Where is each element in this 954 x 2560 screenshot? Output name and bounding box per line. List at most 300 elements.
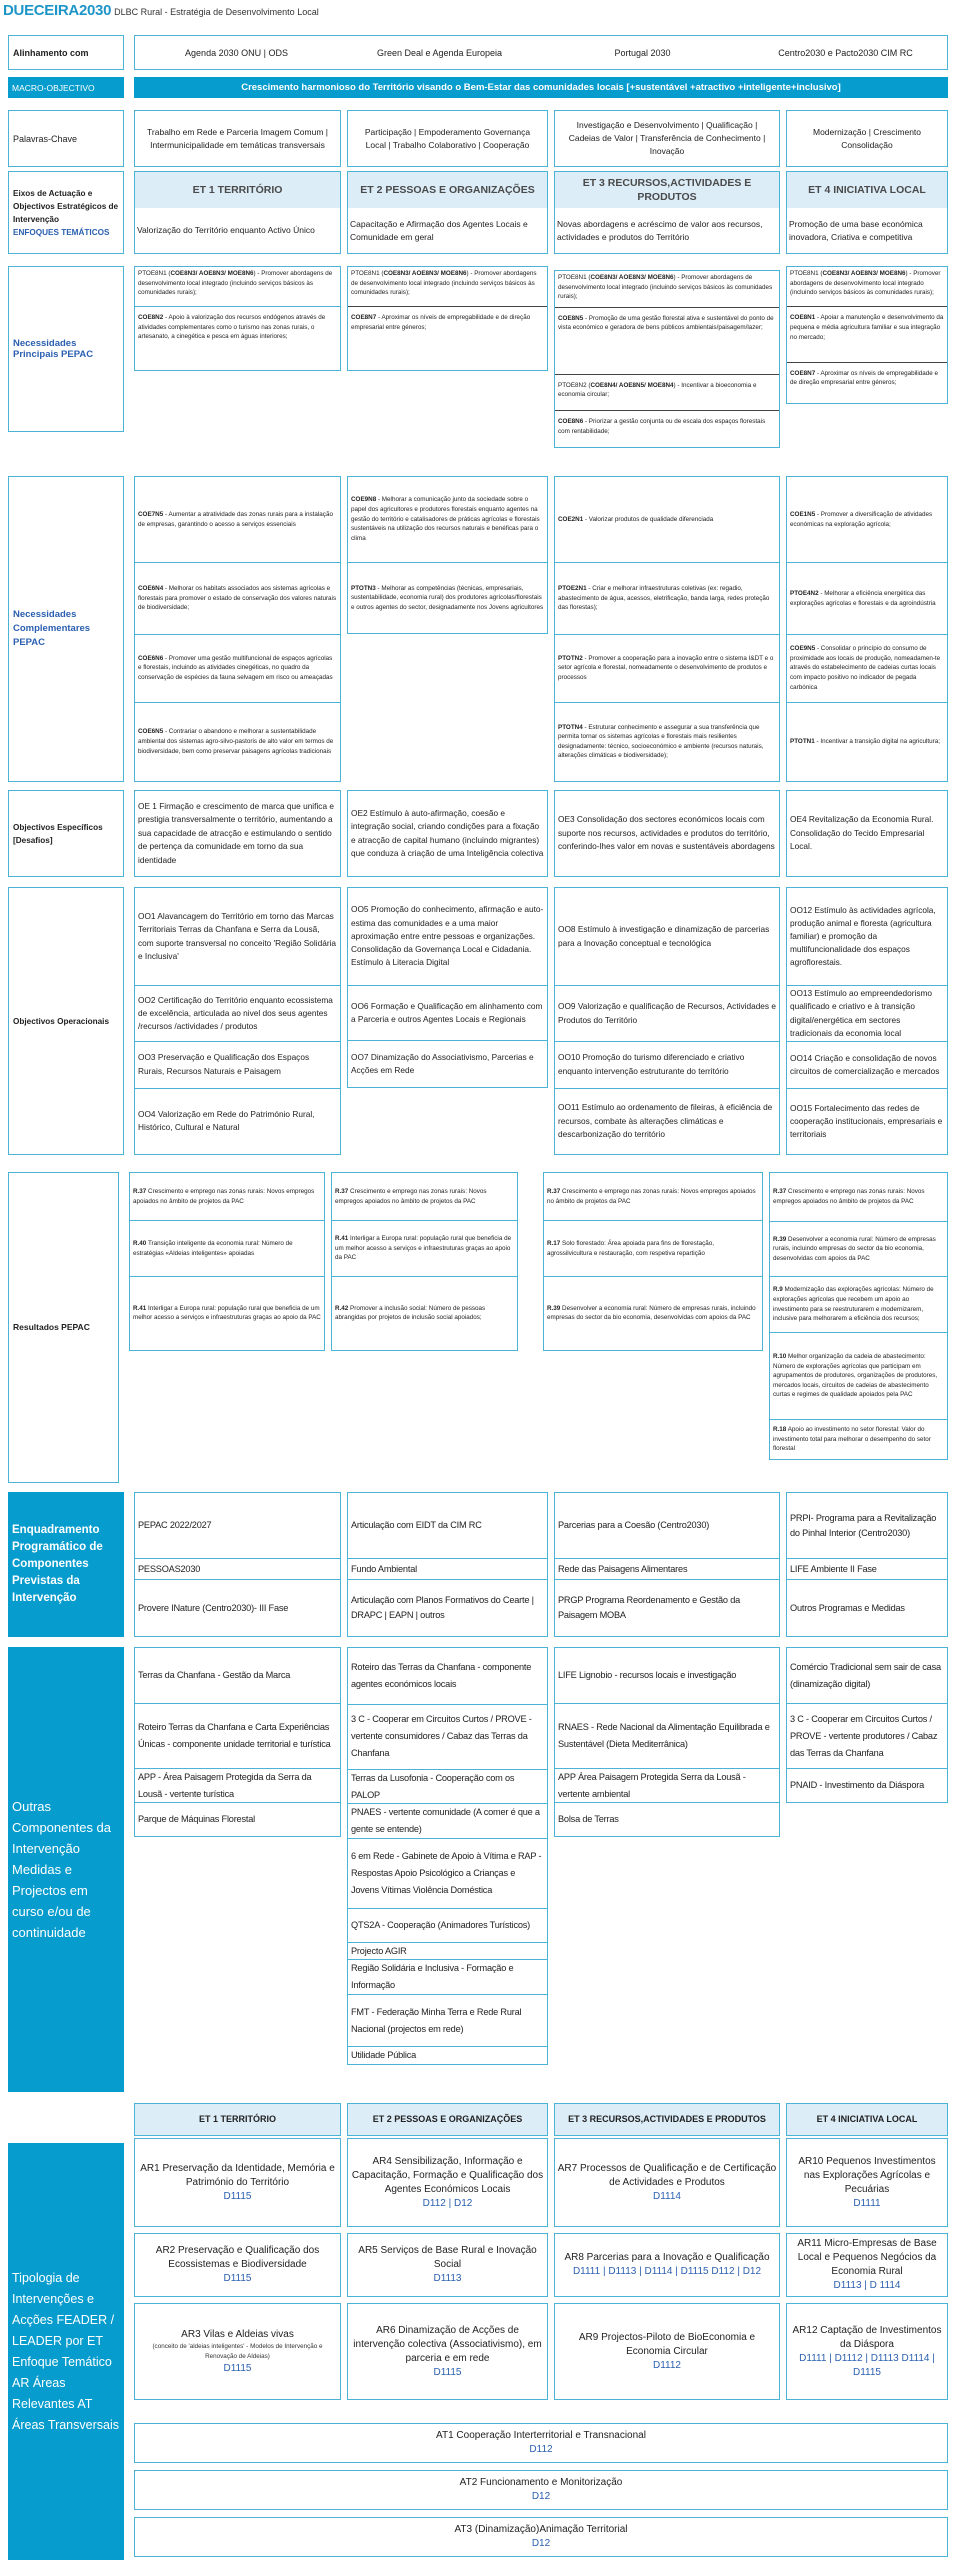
ar-code: D1115 [433,2366,462,2378]
need-text: - Melhorar a comunicação junto da sociedade sobre o papel dos agricultores e produtores florestais enquanto agentes na gestão do território e catalisadores de práticas agrícolas e florestais sustentáveis na utilização dos recursos naturais e benéficas para o clima [351,496,540,542]
result-code: R.17 [547,1240,561,1248]
operational-objective [787,985,947,1041]
result-item [544,1173,762,1220]
other-column [134,1647,341,1837]
operational-objective [555,888,779,985]
other-item-text: QTS2A - Cooperação (Animadores Turísticos) [351,1919,530,1930]
operational-objective-text: OO12 Estímulo às actividades agrícola, produção animal e floresta (agricultura familiar) e promoção da multifuncionalidade dos espaços agroflorestais. [790,904,936,968]
result-item [332,1220,517,1275]
framework-item [787,1558,947,1579]
result-code: R.41 [133,1304,147,1312]
et-description: Valorização do Território enquanto Activo Único [137,225,315,235]
need-text: ) - Promover abordagens de desenvolvimento local integrado (incluindo serviços básicos às comunidades rurais); [790,270,941,297]
framework-item-text: PRPI- Programa para a Revitalização do Pinhal Interior (Centro2030) [790,1513,937,1538]
result-item [544,1220,762,1275]
result-text: Solo florestado: Área apoiada para fins de florestação, agrossilvicultura e restauração, com respetiva repartição [547,1240,714,1257]
need-code: COE6N4 [138,585,164,593]
result-item-body [335,1304,514,1323]
need-text: - Promover uma gestão multifuncional de espaços agrícolas e florestais, incluindo as atividades cinegéticas, no quadro da conservação de espécies da fauna selvagem em risco ou ameaçadas [138,654,333,682]
alignment-item: Centro2030 e Pacto2030 CIM RC [778,47,913,58]
ar-card[interactable] [134,2303,341,2400]
needs-comp-label-text: Necessidades Complementares PEPAC [13,609,91,648]
framework-item [135,1558,340,1579]
need-item [555,562,779,634]
need-prefix: PTOE8N1 ( [790,270,823,277]
ar-title: AR8 Parcerias para a Inovação e Qualificação [564,2252,770,2263]
operational-objective-text: OO8 Estímulo à investigação e dinamização de parcerias para a Inovação conceptual e tecnológica [558,924,770,948]
result-code: R.18 [773,1426,787,1434]
need-text: - Valorizar produtos de qualidade diferenciada [583,515,714,523]
need-code: COE8N2 [138,314,164,322]
need-item [135,267,340,306]
at-title: AT2 Funcionamento e Monitorização [459,2477,623,2488]
need-item-body [138,510,337,529]
result-item [332,1173,517,1220]
result-item [770,1221,947,1277]
other-column [347,1647,548,2065]
framework-label [8,1492,124,1637]
need-item-body [558,584,776,613]
needs-main-column [134,266,341,371]
operational-objective-text: OO13 Estímulo ao empreendedorismo qualificado e criativo e à transição digital/energética em sectores tradicionais da economia local [790,988,933,1038]
result-text: Desenvolver a economia rural: Número de empresas rurais, incluindo empresas do sector da bio economia, desenvolvidas com apoios da PAC [773,1235,936,1262]
need-item [135,634,340,702]
other-item-text: 6 em Rede - Gabinete de Apoio à Vítima e RAP - Respostas Apoio Psicológico a Crianças e Jovens Vítimas Violência Doméstica [351,1850,542,1895]
need-code: PTOTN3 [351,584,376,592]
need-text: - Apoio à valorização dos recursos endógenos através de atividades complementares como o turismo nas zonas rurais, o artesanato, a cinegética e pesca em águas interiores; [138,314,326,341]
need-text: - Promover a diversificação de atividades económicas na exploração agrícola; [790,511,933,528]
need-code: COE2N1 [558,515,584,523]
macro-objective [134,77,948,98]
ar-code: D1115 [223,2273,252,2284]
ar-title: AR3 Vilas e Aldeias vivas [181,2328,294,2340]
specific-objective-text: OE2 Estímulo à auto-afirmação, coesão e integração social, criando condições para a fixação e atracção de capital humano (incluindo migrantes) que conduza à criação de uma Inteligência colectiva [351,807,544,858]
operational-objective [787,888,947,985]
keyword-text: Modernização | Crescimento Consolidação [812,126,922,150]
framework-item [555,1579,779,1636]
result-text: Melhor organização da cadeia de abastecimento: Número de explorações agrícolas que participam em agrupamentos de produtores, organizações de produtores, mercados locais, circuitos de cadeias de abastecimento curtas e regimes de qualidade apoiados pela PAC [773,1353,938,1399]
ar-title: AR2 Preservação e Qualificação dos Ecossistemas e Biodiversidade [155,2245,320,2270]
other-item [555,1802,779,1836]
keyword-cell [347,110,548,167]
keywords-label-text: Palavras-Chave [13,133,78,144]
specific-objective [554,790,780,877]
need-item-body [351,495,544,543]
macro-objective-label-text: MACRO-OBJECTIVO [12,82,95,93]
framework-item [555,1558,779,1579]
at-title: AT3 (Dinamização)Animação Territorial [454,2524,628,2535]
et-description: Promoção de uma base económica inovadora, Criativa e competitiva [789,218,923,242]
at-card[interactable] [134,2423,948,2463]
result-code: R.42 [335,1304,349,1312]
ar-card[interactable] [347,2233,548,2297]
operational-objective-text: OO14 Criação e consolidação de novos circuitos de comercialização e mercados [790,1052,940,1076]
other-item [348,1648,547,1704]
result-item-body [133,1239,321,1258]
framework-item-text: Outros Programas e Medidas [790,1602,905,1613]
at-title: AT1 Cooperação Interterritorial e Transnacional [436,2430,646,2441]
need-item [787,562,947,634]
framework-item [348,1579,547,1636]
ar-card[interactable] [347,2303,548,2400]
need-item-body [790,644,944,692]
need-code: COE8N4/ AOE8N5/ MOE8N4 [590,381,674,389]
need-code: PTOE4N2 [790,590,819,598]
keyword-text: Investigação e Desenvolvimento | Qualificação | Cadeias de Valor | Transferência de Conhecimento | Inovação [568,120,766,156]
need-code: COE8N6 [558,418,584,426]
operational-label [8,887,124,1155]
other-item [348,1769,547,1803]
operational-objective [787,1041,947,1088]
results-label-text: Resultados PEPAC [13,1322,90,1332]
need-text: - Consolidar o princípio do consumo de proximidade aos locais de produção, nomeadamen-te através do estabelecimento de cadeias curtas locais com impacto positivo no indicador de pegada carbónica [790,645,941,691]
need-item [135,702,340,781]
other-item [787,1648,947,1703]
result-item [770,1173,947,1221]
operational-objective [555,1041,779,1088]
need-item [787,306,947,361]
need-item-body [558,723,776,761]
other-item-text: Utilidade Pública [351,2049,417,2060]
framework-column [347,1492,548,1637]
operational-column [786,887,948,1155]
need-code: COE9N5 [790,645,816,653]
other-item-text: Roteiro das Terras da Chanfana - componente agentes económicos locais [351,1661,532,1689]
alignment-item: Green Deal e Agenda Europeia [376,47,503,58]
specific-objective-text: OE3 Consolidação dos sectores económicos locais com suporte nos recursos, actividades e produtos do território, conferindo-lhes valor em novas e sustentáveis abordagens [558,814,775,852]
keyword-text: Trabalho em Rede e Parceria Imagem Comum | Intermunicipalidade em temáticas transversais [147,126,328,150]
et-description: Novas abordagens e acréscimo de valor aos recursos, actividades e produtos do Território [557,218,763,242]
brand-title: DUECEIRA2030 [3,2,112,19]
result-item-body [335,1187,514,1206]
result-text: Desenvolver a economia rural: Número de empresas rurais, incluindo empresas do sector da bio economia, desenvolvidas com apoios da PAC [547,1304,756,1322]
ar-code: D1115 [223,2190,252,2202]
need-item-body [138,584,337,613]
et-card [134,171,341,254]
result-item-body [773,1285,944,1323]
result-code: R.39 [547,1304,561,1312]
results-column [543,1172,763,1351]
other-item [348,1838,547,1907]
ar-title: AR9 Projectos-Piloto de BioEconomia e Economia Circular [578,2331,756,2357]
other-item [555,1768,779,1802]
need-code: PTOTN4 [558,723,583,731]
result-item-body [335,1234,514,1263]
ar-card[interactable] [134,2138,341,2227]
result-item [332,1276,517,1350]
operational-objective [135,1088,340,1155]
result-item-body [547,1304,759,1323]
need-item-body [790,510,944,529]
other-item-text: RNAES - Rede Nacional da Alimentação Equilibrada e Sustentável (Dieta Mediterrânica) [558,1722,770,1750]
need-code: COE7N5 [138,511,164,519]
specific-objective [134,790,341,877]
other-item [348,1908,547,1943]
operational-objective-text: OO15 Fortalecimento das redes de cooperação institucionais, empresariais e territoriais [790,1102,943,1139]
need-item [348,306,547,370]
result-item [770,1276,947,1332]
need-item [787,477,947,562]
operational-objective-text: OO10 Promoção do turismo diferenciado e criativo enquanto intervenção estruturante do território [558,1052,745,1076]
operational-objective-text: OO7 Dinamização do Associativismo, Parcerias e Acções em Rede [351,1052,534,1076]
result-item [770,1332,947,1419]
results-column [769,1172,948,1460]
other-item [135,1703,340,1768]
need-text: ) - Incentivar a bioeconomia e economia circular; [558,381,757,399]
page-subtitle: DLBC Rural - Estratégia de Desenvolvimento Local [114,7,319,17]
need-code: COE8N3/ AOE8N3/ MOE8N6 [590,274,674,281]
at-code: D12 [531,2538,551,2549]
other-item-text: APP Área Paisagem Protegida Serra da Lousã - vertente ambiental [558,1771,746,1799]
operational-objective [135,888,340,985]
result-item [130,1173,324,1220]
operational-column [554,887,780,1155]
need-code: COE9N8 [351,496,377,504]
need-text: - Criar e melhorar infraestruturas coletivas (ex: regadio, abastecimento de água, acessos, eletrificação, banda larga, redes proteção das florestas); [558,585,770,612]
need-item-body [351,584,544,613]
framework-column [134,1492,341,1637]
needs-comp-column [134,476,341,782]
need-item [135,306,340,370]
needs-comp-column [347,476,548,634]
operational-objective-text: OO6 Formação e Qualificação em alinhamento com a Parceria e outros Agentes Locais e Regionais [351,1001,543,1025]
needs-main-label [8,266,124,432]
framework-item-text: PEPAC 2022/2027 [138,1520,212,1531]
result-text: Interligar a Europa rural: população rural que beneficia de um melhor acesso a serviços e infraestruturas graças ao apoio da PAC [133,1304,321,1322]
other-item-text: APP - Área Paisagem Protegida da Serra da Lousã - vertente turística [138,1771,312,1799]
operational-objective [555,985,779,1041]
needs-main-column [347,266,548,371]
other-item [348,2046,547,2064]
result-text: Apoio ao investimento no setor florestal: Valor do investimento total para melhorar o desempenho do setor florestal [773,1426,931,1453]
need-item [555,374,779,411]
specific-objective [786,790,948,877]
at-card[interactable] [134,2470,948,2510]
need-code: COE8N1 [790,314,816,322]
et-title: ET 3 RECURSOS,ACTIVIDADES E PRODUTOS [555,172,779,208]
ar-card[interactable] [786,2233,948,2297]
framework-item-text: Articulação com EIDT da CIM RC [351,1520,482,1531]
ar-code: D112 | D12 [422,2197,473,2209]
at-card[interactable] [134,2517,948,2557]
framework-item-text: LIFE Ambiente II Fase [790,1563,877,1574]
need-text: - Aproximar os níveis de empregabilidade e de direção empresarial entre géneros; [790,369,939,387]
ar-title: AR1 Preservação da Identidade, Memória e Património do Território [140,2162,335,2188]
ar-card[interactable] [786,2303,948,2400]
need-item [348,477,547,562]
other-item [348,1704,547,1770]
operational-column [347,887,548,1088]
framework-column [554,1492,780,1637]
other-item [787,1703,947,1768]
alignment-label-text: Alinhamento com [13,47,89,58]
other-item [787,1768,947,1802]
other-item-text: 3 C - Cooperar em Circuitos Curtos / PROVE - vertente consumidores / Cabaz das Terras da Chanfana [351,1714,532,1759]
other-label-text: Outras Componentes da Intervenção Medidas e Projectos em curso e/ou de continuidade [12,1799,112,1940]
need-text: - Apoiar a manutenção e desenvolvimento da pequena e média agricultura familiar e sua integração no mercado; [790,314,944,341]
result-text: Promover a inclusão social: Número de pessoas abrangidas por projetos de inclusão social apoiados; [335,1304,486,1322]
need-item-body [558,654,776,683]
result-code: R.39 [773,1235,787,1243]
result-code: R.37 [547,1188,561,1196]
need-item [787,267,947,306]
need-text: - Melhorar a eficiência energética das explorações agrícolas e florestais e da agroindústria [790,590,936,607]
ar-title: AR4 Sensibilização, Informação e Capacitação, Formação e Qualificação dos Agentes Económicos Locais [351,2155,544,2195]
other-item [135,1648,340,1703]
typology-header: ET 4 INICIATIVA LOCAL [786,2103,948,2136]
et-title: ET 2 PESSOAS E ORGANIZAÇÕES [348,172,547,208]
need-text: - Aproximar os níveis de empregabilidade e de direção empresarial entre géneros; [351,314,531,331]
result-code: R.37 [133,1188,147,1196]
result-text: Modernização das explorações agrícolas: Número de explorações agrícolas que recebem um apoio ao investimento para se reestruturarem e modernizarem, inclusive para melhorarem a eficiência dos recursos; [773,1286,934,1323]
result-item-body [547,1239,759,1258]
needs-main-column [786,266,948,404]
need-text: - Contrariar o abandono e melhorar a sustentabilidade ambiental dos sistemas agro-silvo-pastoris de alto valor em termos de biodiversidade, bem como preservar paisagens agrícolas tradicionais [138,728,334,755]
axes-label-blue: ENFOQUES TEMÁTICOS [13,227,110,237]
need-item-body [138,727,337,756]
ar-card[interactable] [347,2138,548,2227]
needs-main-label-text: Necessidades Principais PEPAC [13,338,94,360]
operational-objective [787,1088,947,1154]
framework-item [348,1493,547,1558]
other-item-text: PNAID - Investimento da Diáspora [790,1780,925,1791]
framework-item [787,1493,947,1558]
at-code: D112 [529,2444,553,2455]
results-column [129,1172,325,1351]
framework-item-text: Provere INature (Centro2030)- III Fase [138,1602,289,1613]
operational-objective-text: OO4 Valorização em Rede do Património Rural, Histórico, Cultural e Natural [138,1109,315,1133]
need-item [555,271,779,307]
result-text: Crescimento e emprego nas zonas rurais: Novos empregos apoiados no âmbito de projetos da PAC [773,1188,925,1205]
operational-objective [555,1088,779,1155]
framework-item [348,1558,547,1579]
need-text: ) - Promover abordagens de desenvolvimento local integrado (incluindo serviços básicos às comunidades rurais); [558,274,773,301]
need-code: PTOTN1 [790,737,815,745]
axes-label-text: Eixos de Actuação e Objectivos Estratégicos de Intervenção [13,188,119,224]
typology-header: ET 2 PESSOAS E ORGANIZAÇÕES [347,2103,548,2136]
ar-title: AR12 Captação de Investimentos da Diáspora [792,2324,942,2350]
other-item-text: Terras da Chanfana - Gestão da Marca [138,1670,291,1681]
results-label [8,1172,119,1483]
need-text: - Incentivar a transição digital na agricultura; [814,737,941,745]
need-item [135,562,340,634]
framework-column [786,1492,948,1637]
need-item [787,634,947,702]
other-item [555,1648,779,1703]
need-code: COE8N3/ AOE8N3/ MOE8N6 [822,270,906,277]
other-item-text: Projecto AGIR [351,1945,407,1956]
operational-objective-text: OO9 Valorização e qualificação de Recursos, Actividades e Produtos do Território [558,1001,776,1025]
need-item [555,702,779,781]
framework-item [135,1579,340,1636]
ar-title: AR7 Processos de Qualificação e de Certificação de Actividades e Produtos [557,2162,777,2188]
need-text: - Promoção de uma gestão florestal ativa e sustentável do ponto de vista económico e geradora de bens públicos ambientais/paisagem/lazer; [558,314,774,332]
other-item [135,1768,340,1802]
need-code: COE8N3/ AOE8N3/ MOE8N6 [170,270,254,277]
ar-card[interactable] [134,2233,341,2297]
ar-subtitle: (conceito de 'aldeias inteligentes' - Modelos de Intervenção e Renovação de Aldeias) [152,2342,323,2360]
need-item-body [790,589,944,608]
ar-code: D1113 | D 1114 [833,2280,901,2291]
operational-objective [135,1041,340,1088]
other-item [348,1803,547,1838]
ar-title: AR10 Pequenos Investimentos nas Explorações Agrícolas e Pecuárias [798,2155,936,2195]
result-text: Crescimento e emprego nas zonas rurais: Novos empregos apoiados no âmbito de projetos da PAC [547,1188,756,1205]
other-item-text: Comércio Tradicional sem sair de casa (dinamização digital) [790,1661,941,1689]
result-code: R.37 [335,1188,349,1196]
page-header [3,2,319,20]
alignment-item: Portugal 2030 [614,47,671,58]
operational-objective [348,985,547,1040]
ar-card[interactable] [554,2138,780,2227]
result-text: Interligar a Europa rural: população rural que beneficia de um melhor acesso a serviços e infraestruturas graças ao apoio da PAC [335,1235,512,1262]
need-prefix: PTOE8N1 ( [138,270,171,277]
other-item-text: Bolsa de Terras [558,1814,619,1825]
result-code: R.10 [773,1353,787,1361]
framework-item-text: Articulação com Planos Formativos do Cearte | DRAPC | EAPN | outros [351,1595,534,1620]
other-item [348,1959,547,1994]
result-item [130,1276,324,1350]
result-item-body [773,1425,944,1454]
other-label [8,1647,124,2092]
framework-item-text: Fundo Ambiental [351,1563,417,1574]
need-prefix: PTOE8N2 ( [558,381,591,389]
need-code: COE8N7 [790,369,816,377]
result-item-body [773,1187,944,1206]
need-code: COE6N6 [138,654,164,662]
ar-card[interactable] [554,2233,780,2297]
other-item-text: 3 C - Cooperar em Circuitos Curtos / PROVE - vertente produtores / Cabaz das Terras da Chanfana [790,1713,938,1758]
alignment-label [8,35,124,70]
et-title: ET 4 INICIATIVA LOCAL [787,172,947,208]
result-text: Transição inteligente da economia rural: Número de estratégias «Aldeias inteligentes» apoiadas [133,1240,293,1257]
ar-code: D1112 [653,2359,681,2371]
framework-item-text: Parcerias para a Coesão (Centro2030) [558,1520,710,1531]
need-code: COE1N5 [790,511,816,519]
other-item-text: FMT - Federação Minha Terra e Rede Rural Nacional (projectos em rede) [351,2006,522,2034]
framework-label-text: Enquadramento Programático de Componentes Previstas da Intervenção [12,1524,103,1604]
result-item-body [773,1235,944,1264]
specific-label [8,790,124,877]
operational-objective-text: OO1 Alavancagem do Território em torno das Marcas Territoriais Terras da Chanfana e Serra da Lousã, com suporte transversal no conceito 'Região Solidária e Inclusiva' [138,911,337,961]
ar-card[interactable] [786,2138,948,2227]
need-item [787,362,947,403]
keyword-cell [786,110,948,167]
other-column [786,1647,948,1803]
need-item [555,634,779,702]
specific-objective [347,790,548,877]
operational-objective-text: OO3 Preservação e Qualificação dos Espaços Rurais, Recursos Naturais e Paisagem [138,1052,310,1076]
ar-title: AR11 Micro-Empresas de Base Local e Pequenos Negócios da Economia Rural [797,2238,937,2277]
other-column [554,1647,780,1837]
need-prefix: PTOE8N1 ( [558,274,591,281]
need-item [555,410,779,447]
at-code: D12 [531,2491,551,2502]
need-item [135,477,340,562]
et-card [786,171,948,254]
ar-card[interactable] [554,2303,780,2400]
ar-title: AR5 Serviços de Base Rural e Inovação Social [358,2245,537,2270]
specific-label-text: Objectivos Específicos [Desafios] [13,822,103,845]
need-item [787,702,947,781]
typology-header: ET 1 TERRITÓRIO [134,2103,341,2136]
operational-objective-text: OO2 Certificação do Território enquanto ecossistema de excelência, articulada ao nivel dos seus agentes /recursos /actividades / produtos [138,994,333,1032]
et-card [347,171,548,254]
operational-objective [135,985,340,1041]
need-item-body [558,515,713,525]
et-title: ET 1 TERRITÓRIO [135,172,340,208]
other-item-text: Região Solidária e Inclusiva - Formação e Informação [351,1963,514,1991]
